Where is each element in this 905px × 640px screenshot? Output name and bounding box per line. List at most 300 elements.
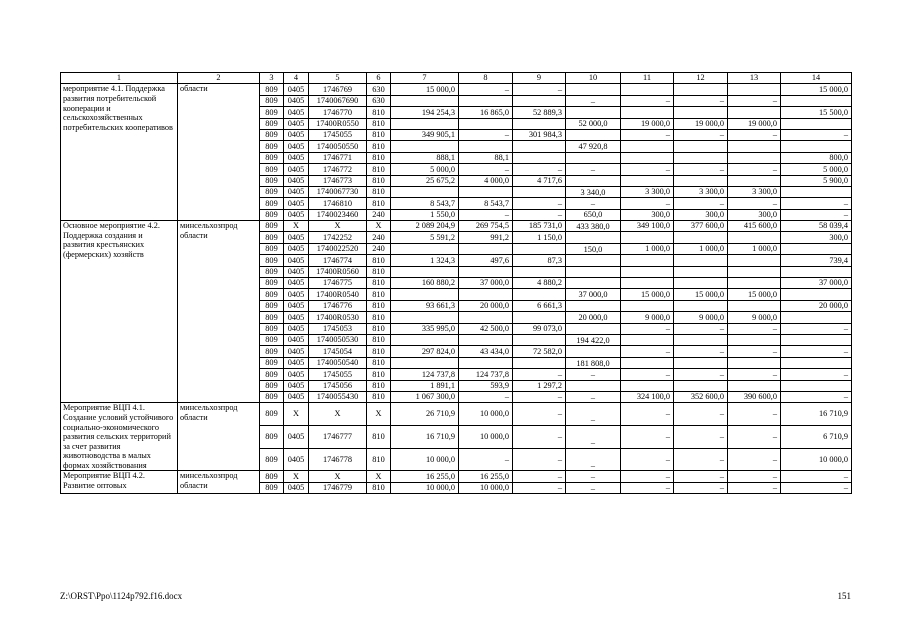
table-cell: 300,0 <box>781 232 852 243</box>
table-cell <box>621 266 674 277</box>
table-cell: – <box>621 482 674 493</box>
table-cell: 809 <box>260 84 284 95</box>
column-header: 8 <box>459 73 513 84</box>
table-cell: 809 <box>260 278 284 289</box>
column-header: 14 <box>781 73 852 84</box>
table-cell: 809 <box>260 118 284 129</box>
table-cell: 9 000,0 <box>674 312 728 323</box>
table-cell <box>566 152 621 163</box>
table-cell: 1746776 <box>309 300 367 311</box>
table-cell: 2 089 204,9 <box>391 221 459 232</box>
table-cell: 26 710,9 <box>391 403 459 426</box>
table-cell: 0405 <box>284 95 309 106</box>
activity-name: мероприятие 4.1. Поддержка развития потребительской кооперации и сельскохозяйственных потребительских кооперативов <box>61 84 178 221</box>
table-cell <box>459 118 513 129</box>
table-cell: 810 <box>367 346 391 357</box>
table-cell: 43 434,0 <box>459 346 513 357</box>
table-cell: 810 <box>367 289 391 300</box>
table-cell: – <box>513 403 566 426</box>
table-cell: 0405 <box>284 255 309 266</box>
table-cell: 5 900,0 <box>781 175 852 186</box>
table-cell <box>674 334 728 345</box>
table-cell: – <box>728 369 781 380</box>
table-cell: 1 324,3 <box>391 255 459 266</box>
table-cell: 15 000,0 <box>728 289 781 300</box>
table-cell: 810 <box>367 426 391 449</box>
table-cell: – <box>513 198 566 209</box>
table-cell: 15 000,0 <box>391 84 459 95</box>
table-cell <box>621 278 674 289</box>
table-cell <box>674 107 728 118</box>
table-cell: 88,1 <box>459 152 513 163</box>
table-cell: 809 <box>260 323 284 334</box>
table-cell: 52 000,0 <box>566 118 621 129</box>
table-cell: 6 661,3 <box>513 300 566 311</box>
table-cell: 0405 <box>284 448 309 471</box>
table-cell <box>391 95 459 106</box>
table-cell <box>513 312 566 323</box>
table-cell: 809 <box>260 209 284 220</box>
table-cell: – <box>728 95 781 106</box>
table-cell <box>513 334 566 345</box>
table-cell: 10 000,0 <box>781 448 852 471</box>
table-cell: 324 100,0 <box>621 391 674 402</box>
table-cell <box>728 380 781 391</box>
table-cell <box>391 141 459 152</box>
table-cell: – <box>674 369 728 380</box>
table-cell <box>621 107 674 118</box>
table-cell: – <box>566 403 621 426</box>
table-cell: 16 710,9 <box>391 426 459 449</box>
table-cell: – <box>566 482 621 493</box>
table-cell <box>781 312 852 323</box>
table-cell: 1740050550 <box>309 141 367 152</box>
table-cell <box>781 186 852 197</box>
table-cell: – <box>513 369 566 380</box>
table-cell: – <box>513 391 566 402</box>
table-cell: – <box>621 95 674 106</box>
table-cell: 1746771 <box>309 152 367 163</box>
table-cell: 809 <box>260 482 284 493</box>
table-cell: 1746773 <box>309 175 367 186</box>
table-cell: 0405 <box>284 107 309 118</box>
table-row <box>61 84 852 95</box>
table-cell: – <box>674 198 728 209</box>
table-cell <box>728 357 781 368</box>
table-cell: – <box>674 129 728 140</box>
table-cell: – <box>621 129 674 140</box>
table-cell: 52 889,3 <box>513 107 566 118</box>
table-cell: 809 <box>260 312 284 323</box>
table-cell: 1746779 <box>309 482 367 493</box>
table-cell: – <box>566 369 621 380</box>
table-cell <box>459 289 513 300</box>
table-cell: 390 600,0 <box>728 391 781 402</box>
table-cell <box>566 266 621 277</box>
column-header: 10 <box>566 73 621 84</box>
table-cell: X <box>309 471 367 482</box>
table-cell: 3 300,0 <box>728 186 781 197</box>
table-cell: 809 <box>260 141 284 152</box>
table-cell: 1740055430 <box>309 391 367 402</box>
table-cell: 991,2 <box>459 232 513 243</box>
table-cell <box>781 380 852 391</box>
table-cell: 800,0 <box>781 152 852 163</box>
table-cell: X <box>309 221 367 232</box>
table-cell: 93 661,3 <box>391 300 459 311</box>
table-cell: 1746772 <box>309 164 367 175</box>
table-cell: 20 000,0 <box>459 300 513 311</box>
table-cell: 37 000,0 <box>781 278 852 289</box>
table-cell <box>728 232 781 243</box>
table-cell: 0405 <box>284 164 309 175</box>
table-cell: – <box>781 391 852 402</box>
table-cell: 630 <box>367 84 391 95</box>
column-header: 3 <box>260 73 284 84</box>
table-cell: 810 <box>367 141 391 152</box>
table-cell: 810 <box>367 300 391 311</box>
executor: минсельхозпрод области <box>178 471 260 494</box>
table-cell: 0405 <box>284 175 309 186</box>
table-cell <box>566 346 621 357</box>
table-cell: 349 905,1 <box>391 129 459 140</box>
table-cell: – <box>728 403 781 426</box>
table-cell: 0405 <box>284 243 309 254</box>
table-cell: 809 <box>260 198 284 209</box>
table-cell: – <box>728 198 781 209</box>
table-cell: – <box>621 426 674 449</box>
table-cell: 810 <box>367 312 391 323</box>
table-cell: 809 <box>260 255 284 266</box>
table-cell: 810 <box>367 107 391 118</box>
table-cell: 1 000,0 <box>621 243 674 254</box>
table-cell: 42 500,0 <box>459 323 513 334</box>
table-cell <box>781 141 852 152</box>
table-cell: 1746810 <box>309 198 367 209</box>
table-cell: 1746778 <box>309 448 367 471</box>
table-cell: 240 <box>367 232 391 243</box>
table-cell: X <box>284 471 309 482</box>
table-cell: 0405 <box>284 300 309 311</box>
table-cell: 0405 <box>284 209 309 220</box>
table-cell: – <box>728 482 781 493</box>
table-cell: X <box>367 221 391 232</box>
table-cell <box>566 380 621 391</box>
table-cell: 0405 <box>284 186 309 197</box>
table-cell <box>621 175 674 186</box>
table-cell: 0405 <box>284 391 309 402</box>
table-cell: 181 808,0 <box>566 357 621 368</box>
table-cell: 809 <box>260 357 284 368</box>
table-cell <box>674 380 728 391</box>
table-cell <box>566 323 621 334</box>
table-cell: 809 <box>260 289 284 300</box>
table-cell: 15 500,0 <box>781 107 852 118</box>
table-cell: 8 543,7 <box>459 198 513 209</box>
table-cell: – <box>781 482 852 493</box>
table-cell: 810 <box>367 186 391 197</box>
table-cell <box>781 334 852 345</box>
table-cell: – <box>459 129 513 140</box>
table-cell: 10 000,0 <box>459 426 513 449</box>
column-header: 11 <box>621 73 674 84</box>
table-cell: – <box>459 391 513 402</box>
table-cell: 809 <box>260 300 284 311</box>
table-cell: – <box>781 471 852 482</box>
table-cell <box>621 141 674 152</box>
table-cell: 810 <box>367 198 391 209</box>
table-cell: – <box>513 448 566 471</box>
table-cell: 810 <box>367 391 391 402</box>
table-cell: 810 <box>367 323 391 334</box>
table-cell <box>781 266 852 277</box>
table-cell: 809 <box>260 152 284 163</box>
column-header: 2 <box>178 73 260 84</box>
table-cell <box>459 312 513 323</box>
table-cell: 810 <box>367 380 391 391</box>
activity-name: Мероприятие ВЦП 4.2. Развитие оптовых <box>61 471 178 494</box>
table-cell <box>621 357 674 368</box>
table-cell <box>566 84 621 95</box>
table-header-row <box>61 73 852 84</box>
table-cell: 433 380,0 <box>566 221 621 232</box>
table-cell <box>674 300 728 311</box>
table-cell: 37 000,0 <box>566 289 621 300</box>
table-cell: 1746775 <box>309 278 367 289</box>
column-header: 7 <box>391 73 459 84</box>
table-cell: 0405 <box>284 118 309 129</box>
table-cell: – <box>728 129 781 140</box>
table-cell: 0405 <box>284 129 309 140</box>
table-cell: 194 422,0 <box>566 334 621 345</box>
table-cell: 0405 <box>284 357 309 368</box>
table-cell: 72 582,0 <box>513 346 566 357</box>
table-cell: 630 <box>367 95 391 106</box>
column-header: 9 <box>513 73 566 84</box>
executor: области <box>178 84 260 221</box>
table-cell: 1746774 <box>309 255 367 266</box>
table-cell: 809 <box>260 186 284 197</box>
table-cell <box>674 175 728 186</box>
table-cell <box>621 255 674 266</box>
table-cell: 160 880,2 <box>391 278 459 289</box>
table-cell: – <box>728 426 781 449</box>
table-cell: – <box>674 403 728 426</box>
footer-file-path: Z:\ORST\Ppo\1124p792.f16.docx <box>60 591 183 601</box>
table-cell: 0405 <box>284 141 309 152</box>
table-cell: 17400R0550 <box>309 118 367 129</box>
table-cell: – <box>621 448 674 471</box>
table-cell: 0405 <box>284 278 309 289</box>
table-cell <box>459 243 513 254</box>
table-cell: – <box>513 164 566 175</box>
table-cell: 16 865,0 <box>459 107 513 118</box>
table-row <box>61 471 852 482</box>
table-cell <box>566 278 621 289</box>
table-cell: 809 <box>260 426 284 449</box>
table-cell: – <box>781 209 852 220</box>
table-cell: – <box>513 471 566 482</box>
table-cell <box>513 289 566 300</box>
table-cell: – <box>566 448 621 471</box>
table-cell <box>728 300 781 311</box>
table-cell: – <box>566 95 621 106</box>
table-cell <box>621 300 674 311</box>
table-cell <box>674 232 728 243</box>
table-cell: 5 000,0 <box>391 164 459 175</box>
table-cell: 10 000,0 <box>459 482 513 493</box>
table-cell <box>621 152 674 163</box>
table-cell: X <box>284 403 309 426</box>
table-cell <box>728 255 781 266</box>
table-cell: 1745054 <box>309 346 367 357</box>
table-cell: – <box>566 164 621 175</box>
table-cell <box>621 380 674 391</box>
table-cell: 809 <box>260 107 284 118</box>
table-cell: – <box>674 164 728 175</box>
table-cell: 1740050540 <box>309 357 367 368</box>
table-cell: – <box>674 448 728 471</box>
column-header: 12 <box>674 73 728 84</box>
table-cell <box>566 129 621 140</box>
table-cell <box>674 255 728 266</box>
table-cell: – <box>781 129 852 140</box>
table-cell <box>391 357 459 368</box>
table-cell <box>728 266 781 277</box>
table-cell <box>728 141 781 152</box>
table-cell: 810 <box>367 152 391 163</box>
table-cell: 349 100,0 <box>621 221 674 232</box>
table-cell <box>621 84 674 95</box>
table-cell: 0405 <box>284 289 309 300</box>
table-cell: 25 675,2 <box>391 175 459 186</box>
table-cell: 809 <box>260 266 284 277</box>
table-cell: 17400R0560 <box>309 266 367 277</box>
table-cell <box>781 118 852 129</box>
column-header: 5 <box>309 73 367 84</box>
table-cell: 810 <box>367 369 391 380</box>
table-cell: – <box>459 164 513 175</box>
table-cell: 20 000,0 <box>781 300 852 311</box>
table-cell: – <box>566 198 621 209</box>
table-cell: 0405 <box>284 323 309 334</box>
table-cell: – <box>621 369 674 380</box>
table-cell: – <box>674 482 728 493</box>
table-cell: 150,0 <box>566 243 621 254</box>
table-cell <box>459 95 513 106</box>
table-cell: 1 297,2 <box>513 380 566 391</box>
executor: минсельхозпрод области <box>178 221 260 403</box>
table-cell: 809 <box>260 232 284 243</box>
table-cell <box>391 186 459 197</box>
table-cell: 16 255,0 <box>459 471 513 482</box>
table-cell: – <box>621 323 674 334</box>
table-cell: 809 <box>260 369 284 380</box>
table-cell: – <box>728 164 781 175</box>
table-cell: 1746770 <box>309 107 367 118</box>
page-number: 151 <box>837 591 851 601</box>
table-cell: – <box>566 426 621 449</box>
table-cell: 497,6 <box>459 255 513 266</box>
table-cell: 4 717,6 <box>513 175 566 186</box>
table-cell: – <box>674 426 728 449</box>
table-cell <box>513 118 566 129</box>
table-cell: 1740067690 <box>309 95 367 106</box>
table-cell: 335 995,0 <box>391 323 459 334</box>
table-cell: 809 <box>260 334 284 345</box>
table-cell: 4 000,0 <box>459 175 513 186</box>
table-cell <box>674 357 728 368</box>
table-cell: 0405 <box>284 152 309 163</box>
table-cell: 1 550,0 <box>391 209 459 220</box>
table-cell: – <box>674 95 728 106</box>
table-cell: – <box>674 346 728 357</box>
table-cell: – <box>459 448 513 471</box>
table-cell: 0405 <box>284 380 309 391</box>
table-cell <box>566 232 621 243</box>
table-cell: 240 <box>367 243 391 254</box>
table-cell: 99 073,0 <box>513 323 566 334</box>
table-cell: 1745053 <box>309 323 367 334</box>
table-cell: – <box>513 426 566 449</box>
table-cell <box>621 232 674 243</box>
table-cell <box>513 243 566 254</box>
table-cell: – <box>674 471 728 482</box>
table-cell: 810 <box>367 255 391 266</box>
table-cell: 1 000,0 <box>728 243 781 254</box>
table-cell: 809 <box>260 95 284 106</box>
table-cell: 87,3 <box>513 255 566 266</box>
table-cell <box>391 118 459 129</box>
table-cell: 809 <box>260 164 284 175</box>
table-body <box>61 84 852 494</box>
table-cell: 297 824,0 <box>391 346 459 357</box>
table-cell: 0405 <box>284 198 309 209</box>
table-cell: 16 710,9 <box>781 403 852 426</box>
table-cell: 17400R0540 <box>309 289 367 300</box>
table-cell <box>728 175 781 186</box>
table-cell: 0405 <box>284 369 309 380</box>
table-cell: – <box>674 323 728 334</box>
table-cell <box>674 278 728 289</box>
table-cell <box>513 95 566 106</box>
table-cell <box>513 266 566 277</box>
table-cell <box>781 357 852 368</box>
table-cell: 810 <box>367 448 391 471</box>
table-cell: – <box>728 323 781 334</box>
table-cell <box>566 255 621 266</box>
table-cell: 352 600,0 <box>674 391 728 402</box>
table-cell: 1 150,0 <box>513 232 566 243</box>
table-cell: 5 591,2 <box>391 232 459 243</box>
table-cell: 593,9 <box>459 380 513 391</box>
table-cell: – <box>781 198 852 209</box>
table-cell: 415 600,0 <box>728 221 781 232</box>
table-cell: 1740050530 <box>309 334 367 345</box>
table-cell: 194 254,3 <box>391 107 459 118</box>
table-cell: 888,1 <box>391 152 459 163</box>
executor: минсельхозпрод области <box>178 403 260 471</box>
table-cell: 0405 <box>284 334 309 345</box>
table-cell: 4 880,2 <box>513 278 566 289</box>
table-cell: – <box>566 471 621 482</box>
table-cell: 1740022520 <box>309 243 367 254</box>
activity-name: Мероприятие ВЦП 4.1. Создание условий устойчивого социально-экономического развития сельских территорий за счет развития животноводства в малых формах хозяйствования <box>61 403 178 471</box>
table-cell <box>459 186 513 197</box>
table-cell: 8 543,7 <box>391 198 459 209</box>
table-cell: 10 000,0 <box>391 482 459 493</box>
column-header: 1 <box>61 73 178 84</box>
